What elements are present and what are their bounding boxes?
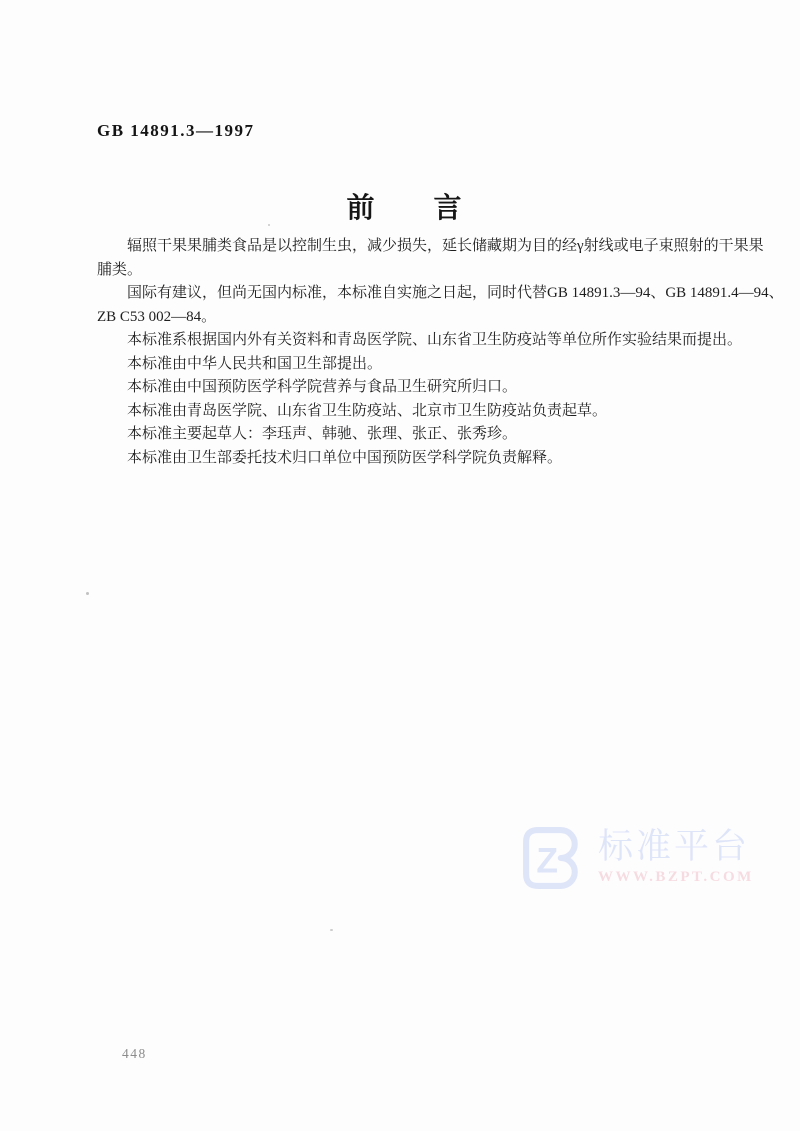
watermark-text: [598, 818, 754, 886]
paragraph-line: 本标准系根据国内外有关资料和青岛医学院、山东省卫生防疫站等单位所作实验结果而提出。: [127, 332, 743, 348]
watermark: [520, 818, 754, 898]
watermark-url: WWW.BZPT.COM: [598, 869, 754, 885]
paragraph-line: 本标准主要起草人：李珏声、韩驰、张理、张正、张秀珍。: [127, 426, 518, 442]
scan-speck: [268, 224, 270, 226]
paragraph-line: 脯类。: [97, 261, 143, 278]
paragraph-line: 国际有建议，但尚无国内标准，本标准自实施之日起，同时代替GB 14891.3—94、GB 14891.4—94、: [127, 285, 784, 301]
paragraph-line: 本标准由中国预防医学科学院营养与食品卫生研究所归口。: [127, 379, 518, 395]
scan-speck: [330, 929, 333, 931]
foreword-body: [97, 235, 784, 470]
paragraph-line: 本标准由卫生部委托技术归口单位中国预防医学科学院负责解释。: [127, 449, 563, 466]
bzpt-logo-icon: [520, 818, 588, 898]
page-number: 448: [122, 1046, 147, 1061]
paragraph-line: ZB C53 002—84。: [97, 308, 217, 325]
page-title: 前 言: [346, 193, 464, 224]
scan-speck: [86, 592, 89, 595]
paragraph-line: 本标准由中华人民共和国卫生部提出。: [127, 355, 383, 372]
paragraph-line: 辐照干果果脯类食品是以控制生虫，减少损失，延长储藏期为目的经γ射线或电子束照射的干果果: [127, 238, 764, 254]
watermark-brand: 标准平台: [598, 827, 751, 866]
logo-letter: Z: [536, 841, 558, 881]
paragraph-line: 本标准由青岛医学院、山东省卫生防疫站、北京市卫生防疫站负责起草。: [127, 402, 608, 419]
standard-number: GB 14891.3—1997: [97, 121, 255, 140]
